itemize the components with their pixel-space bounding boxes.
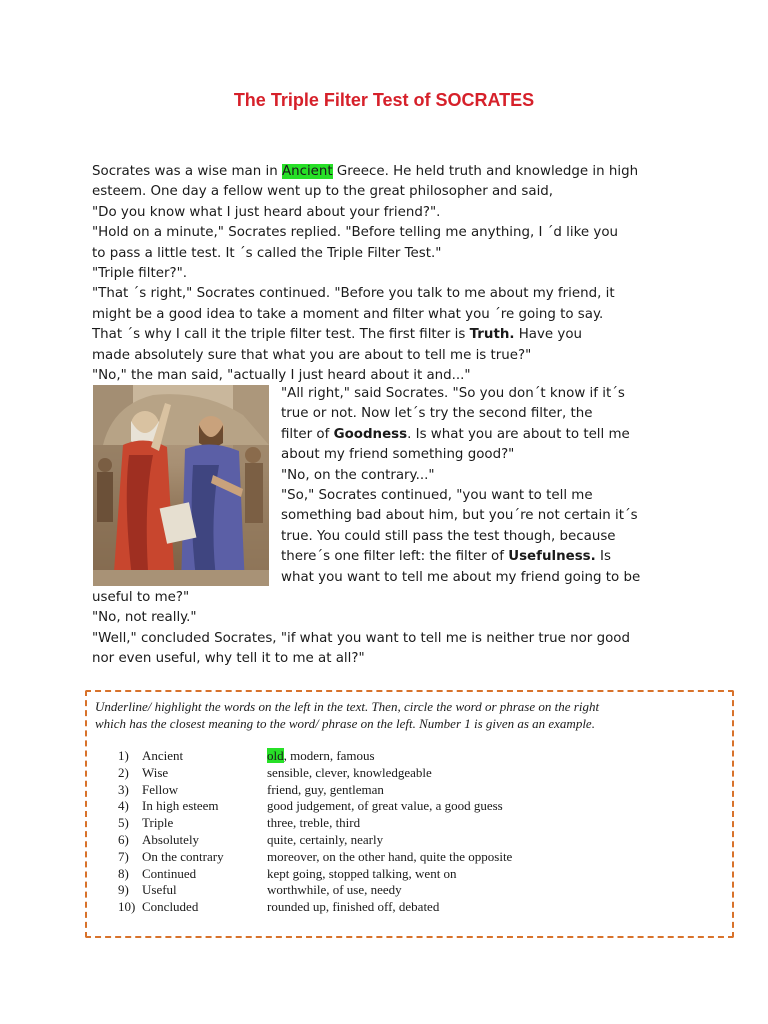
item-options: quite, certainly, nearly bbox=[267, 831, 384, 847]
item-word: Concluded bbox=[142, 899, 199, 915]
story-line: "So," Socrates continued, "you want to tell me bbox=[281, 488, 593, 504]
highlighted-word: Ancient bbox=[281, 164, 333, 179]
story-line: That ´s why I call it the triple filter test. The first filter is Truth. Have you bbox=[92, 327, 583, 343]
story-line: Socrates was a wise man in Ancient Greece. He held truth and knowledge in high bbox=[92, 164, 639, 179]
item-number: 3) bbox=[118, 781, 129, 797]
item-options: friend, guy, gentleman bbox=[267, 781, 384, 797]
item-options: old, modern, famous bbox=[267, 748, 375, 763]
story-text bbox=[92, 162, 692, 386]
item-options: worthwhile, of use, needy bbox=[267, 882, 402, 898]
story-line: "Hold on a minute," Socrates replied. "Before telling me anything, I ´d like you bbox=[92, 225, 619, 241]
item-options: three, treble, third bbox=[267, 815, 361, 831]
item-word: Wise bbox=[142, 764, 169, 780]
story-line: might be a good idea to take a moment and filter what you ´re going to say. bbox=[92, 306, 604, 322]
story-line: "No," the man said, "actually I just heard about it and..." bbox=[92, 368, 471, 384]
story-line: to pass a little test. It ´s called the Triple Filter Test." bbox=[92, 245, 442, 261]
item-options: moreover, on the other hand, quite the opposite bbox=[267, 848, 513, 864]
item-number: 2) bbox=[118, 764, 129, 780]
item-word: Fellow bbox=[142, 781, 179, 797]
instructions-line: Underline/ highlight the words on the left in the text. Then, circle the word or phrase on the right bbox=[95, 699, 600, 714]
story-line: what you want to tell me about my friend going to be bbox=[281, 569, 641, 585]
story-line: made absolutely sure that what you are about to tell me is true?" bbox=[92, 347, 532, 363]
story-line: "Do you know what I just heard about your friend?". bbox=[92, 204, 441, 220]
item-options: rounded up, finished off, debated bbox=[267, 899, 440, 915]
item-word: Ancient bbox=[142, 748, 184, 763]
story-line: true. You could still pass the test though, because bbox=[281, 528, 616, 544]
bold-word: Goodness bbox=[333, 426, 408, 442]
story-text-end bbox=[92, 588, 630, 670]
bold-word: Truth. bbox=[469, 327, 515, 343]
item-number: 9) bbox=[118, 882, 129, 898]
item-word: On the contrary bbox=[142, 848, 224, 864]
story-line: "No, on the contrary..." bbox=[281, 467, 435, 483]
story-line: something bad about him, but you´re not certain it´s bbox=[281, 508, 638, 524]
exercise-instructions bbox=[95, 698, 725, 732]
item-number: 10) bbox=[118, 899, 136, 915]
story-line: "That ´s right," Socrates continued. "Before you talk to me about my friend, it bbox=[92, 286, 615, 302]
item-number: 5) bbox=[118, 815, 129, 831]
item-word: Triple bbox=[142, 815, 174, 831]
item-number: 4) bbox=[118, 798, 129, 814]
item-number: 6) bbox=[118, 831, 129, 847]
story-line: "No, not really." bbox=[92, 610, 197, 626]
story-line: about my friend something good?" bbox=[281, 447, 515, 463]
item-options: sensible, clever, knowledgeable bbox=[267, 764, 432, 780]
item-number: 8) bbox=[118, 865, 129, 881]
story-line: "Triple filter?". bbox=[92, 266, 187, 282]
item-number: 1) bbox=[118, 748, 129, 763]
item-word: Useful bbox=[142, 882, 177, 898]
story-line: "Well," concluded Socrates, "if what you want to tell me is neither true nor good bbox=[92, 630, 630, 646]
item-word: Continued bbox=[142, 865, 197, 881]
story-line: filter of Goodness. Is what you are about to tell me bbox=[281, 426, 630, 442]
page-title: The Triple Filter Test of SOCRATES bbox=[233, 90, 535, 110]
item-options: kept going, stopped talking, went on bbox=[267, 865, 457, 881]
story-line: true or not. Now let´s try the second filter, the bbox=[281, 406, 593, 422]
highlighted-answer: old bbox=[267, 748, 284, 763]
item-options: good judgement, of great value, a good guess bbox=[267, 798, 503, 814]
instructions-line: which has the closest meaning to the word/ phrase on the left. Number 1 is given as an example. bbox=[95, 716, 595, 731]
story-line: "All right," said Socrates. "So you don´t know if it´s bbox=[281, 386, 625, 401]
socrates-painting-image bbox=[93, 385, 269, 586]
story-line: esteem. One day a fellow went up to the great philosopher and said, bbox=[92, 184, 554, 200]
story-line: nor even useful, why tell it to me at all?" bbox=[92, 651, 365, 667]
item-word: In high esteem bbox=[142, 798, 219, 814]
bold-word: Usefulness. bbox=[508, 549, 596, 565]
story-line: there´s one filter left: the filter of Usefulness. Is bbox=[281, 549, 611, 565]
item-word: Absolutely bbox=[142, 831, 200, 847]
story-text-beside-image bbox=[281, 384, 640, 588]
item-number: 7) bbox=[118, 848, 129, 864]
story-line: useful to me?" bbox=[92, 590, 190, 605]
